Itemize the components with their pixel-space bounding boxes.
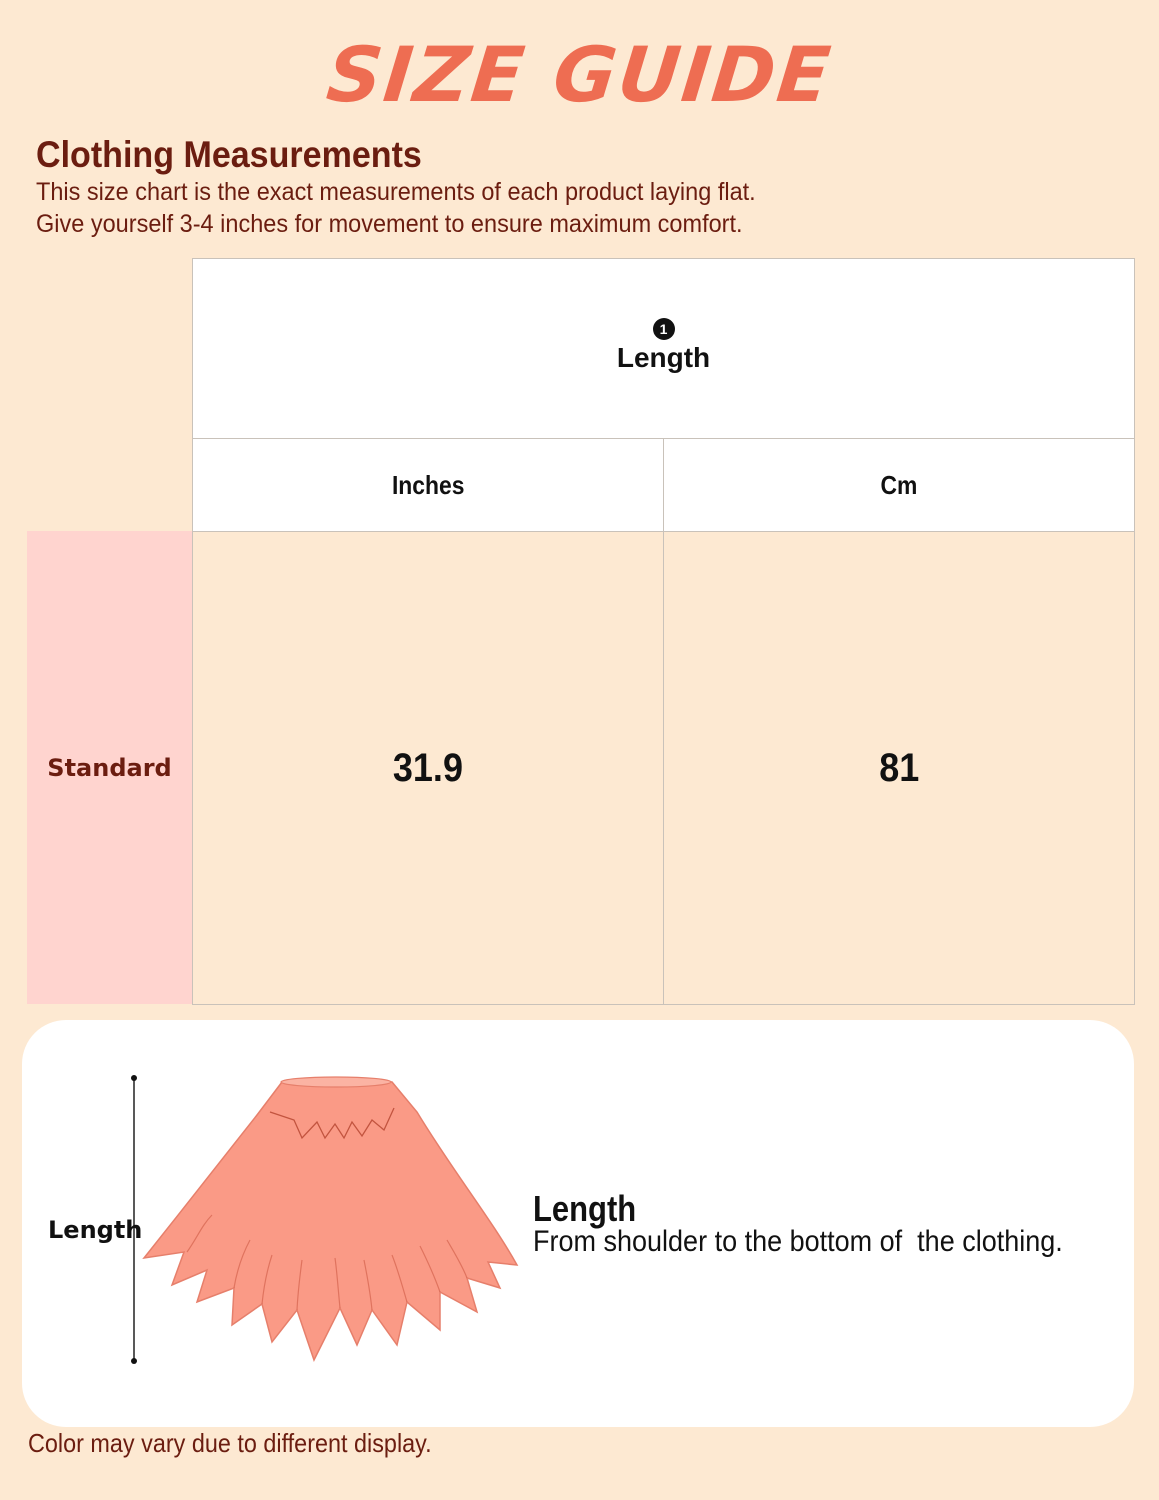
section-heading: Clothing Measurements [36,134,422,175]
description-line-1: This size chart is the exact measurements of each product laying flat. [36,178,756,206]
value-inches: 31.9 [392,745,464,790]
unit-label-inches: Inches [391,469,465,500]
unit-label-cm: Cm [880,469,918,500]
unit-header-inches [192,438,664,532]
unit-header-cm [663,438,1135,532]
definition-title: Length [533,1188,637,1229]
measure-number-badge: 1 [653,318,675,340]
side-length-label: Length [48,1216,143,1244]
definition-text: From shoulder to the bottom of the clothing. [533,1225,1063,1258]
description-line-2: Give yourself 3-4 inches for movement to ensure maximum comfort. [36,210,743,238]
illustration-card [22,1020,1134,1427]
measure-label: Length [616,341,711,373]
skirt-shape [144,1079,517,1360]
footer-note: Color may vary due to different display. [28,1428,432,1458]
page-title: SIZE GUIDE [322,30,837,119]
table-header-length [192,258,1135,439]
value-cell-inches [192,531,664,1005]
value-cm: 81 [878,745,920,790]
row-label-standard: Standard [27,531,192,1004]
value-cell-cm [663,531,1135,1005]
